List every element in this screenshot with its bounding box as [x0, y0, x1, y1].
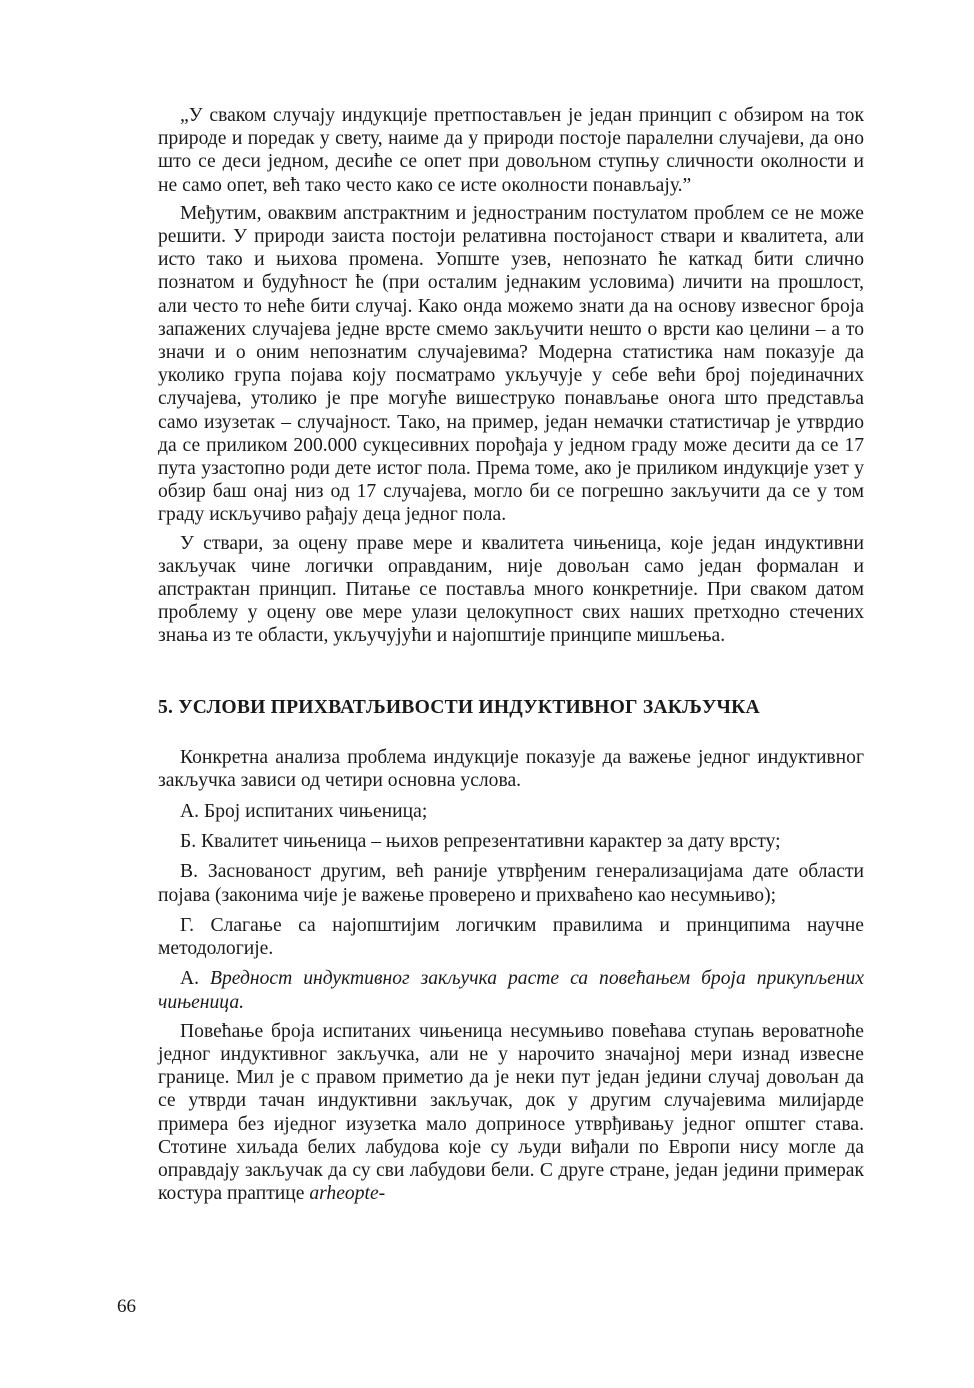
condition-item: Б. Квалитет чињеница – њихов репрезентативни карактер за дату врсту; — [180, 831, 781, 853]
condition-item: В. Заснованост другим, већ раније утврђеним генерализацијама дате области појава (законима чије је важење проверено и прихваћено као несумњиво); — [158, 861, 864, 906]
body-paragraph-text: Повећање броја испитаних чињеница несумњиво повећава ступањ вероватноће једног индуктивног закључка, али не у нарочито значајној мери изнад извесне границе. Мил је с правом приметио да је неки пут један једини случај довољан да се утврди тачан индуктивни закључак, док у другим случајевима милијарде примера без иједног изузетка мало доприносе утврђивању једног општег става. Стотине хиљада белих лабудова које су људи виђали по Европи нису могле да оправдају закључак да су сви лабудови бели. С друге стране, један једини примерак костура праптице — [158, 1020, 864, 1205]
body-paragraph: Међутим, оваквим апстрактним и једностраним постулатом проблем се не може решити. У природи заиста постоји релативна постојаност ствари и квалитета, али исто тако и њихова промена. Уопште узев, непознато ће каткад бити слично познатом и будућност ће (при осталим једнаким условима) личити на прошлост, али често то неће бити случај. Како онда можемо знати да на основу извесног броја запажених случајева једне врсте смемо закључити нешто о врсти као целини – а то значи и о оним непознатим случајевима? Модерна статистика нам показује да уколико група појава коју посматрамо укључује у себе већи број појединачних случајева, утолико је пре могуће вишеструко понављање онога што представља само изузетак – случајност. Тако, на пример, један немачки статистичар је утврдио да се приликом 200.000 сукцесивних порођаја у једном граду може десити да се 17 пута узастопно роди дете истог пола. Према томе, ако је приликом индукције узет у обзир баш онај низ од 17 случајева, могло би се погрешно закључити да се у том граду искључиво рађају деца једног пола. — [158, 202, 864, 526]
section-intro: Конкретна анализа проблема индукције показује да важење једног индуктивног закључка зависи од четири основна услова. — [158, 746, 864, 791]
document-page — [158, 104, 864, 1205]
body-paragraph — [158, 1020, 864, 1206]
page-number: 66 — [117, 1296, 136, 1317]
quote-paragraph: „У сваком случају индукције претпостављен је један принцип с обзиром на ток природе и поредак у свету, наиме да у природи постоје паралелни случајеви, да оно што се деси једном, десиће се опет при довољном ступњу сличности околности и не само опет, већ тако често како се исте околности понављају.” — [158, 105, 864, 196]
section-heading: 5. УСЛОВИ ПРИХВАТЉИВОСТИ ИНДУКТИВНОГ ЗАКЉУЧКА — [158, 696, 760, 718]
condition-item: Г. Слагање са најопштијим логичким правилима и принципима научне методологије. — [158, 914, 864, 960]
latin-term: arheopte- — [309, 1183, 386, 1205]
body-paragraph: У ствари, за оцену праве мере и квалитета чињеница, које један индуктивни закључак чине логички оправданим, није довољан само један формалан и апстрактан принцип. Питање се поставља много конкретније. При сваком датом проблему у оцену ове мере улази целокупност свих наших претходно стечених знања из те области, укључујући и најопштије принципе мишљења. — [158, 532, 864, 647]
condition-item: А. Број испитаних чињеница; — [180, 801, 428, 823]
subsection-title: Вредност индуктивног закључка расте са повећањем броја прикупљених чињеница. — [158, 968, 864, 1013]
subsection-heading — [158, 967, 864, 1013]
subsection-letter: А. — [180, 968, 200, 990]
